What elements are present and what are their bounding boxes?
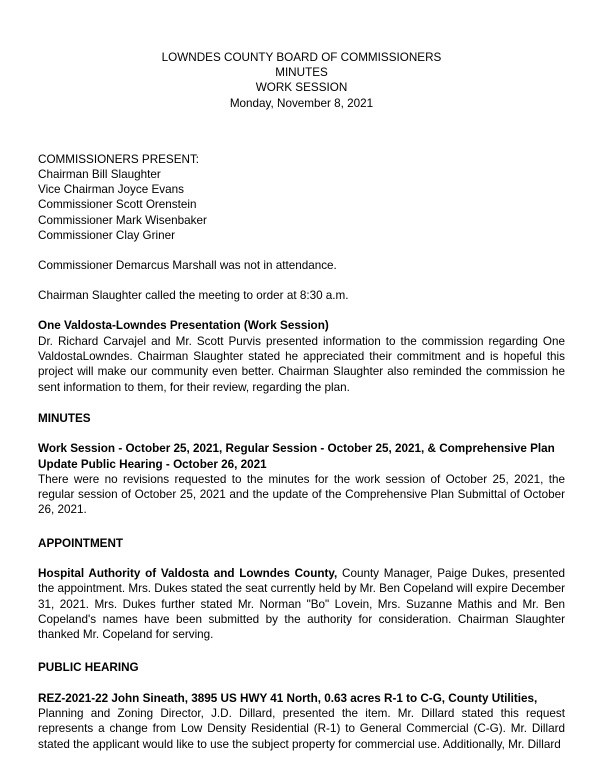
document-header	[38, 0, 565, 111]
section-item-heading: REZ-2021-22 John Sineath, 3895 US HWY 41 North, 0.63 acres R-1 to C-G, County Utilities,	[38, 691, 538, 705]
section-body	[38, 566, 565, 642]
section-item-heading: Work Session - October 25, 2021, Regular Session - October 25, 2021, & Comprehensive Plan Update Public Hearing - October 26, 2021	[38, 442, 555, 471]
spacer	[38, 426, 565, 441]
call-to-order-note: Chairman Slaughter called the meeting to order at 8:30 a.m.	[38, 289, 349, 303]
spacer	[38, 551, 565, 566]
attendance-member: Commissioner Clay Griner	[38, 228, 176, 242]
attendance-member: Commissioner Mark Wisenbaker	[38, 213, 207, 227]
section-item-heading: Hospital Authority of Valdosta and Lowndes County,	[38, 567, 338, 580]
section-body: Dr. Richard Carvajel and Mr. Scott Purvis presented information to the commission regarding One ValdostaLowndes. Chairman Slaughter stated he appreciated their commitment and is hopeful this project will make our community even better. Chairman Slaughter also reminded the commission he sent information to them, for their review, regarding the plan.	[38, 334, 565, 394]
absent-note: Commissioner Demarcus Marshall was not in attendance.	[38, 259, 337, 273]
header-date: Monday, November 8, 2021	[229, 96, 374, 110]
spacer	[38, 395, 565, 411]
spacer	[38, 243, 565, 258]
spacer	[38, 676, 565, 691]
spacer	[38, 273, 565, 288]
attendance-block	[38, 152, 565, 243]
section-heading: One Valdosta-Lowndes Presentation (Work Session)	[38, 319, 329, 333]
section-body: There were no revisions requested to the minutes for the work session of October 25, 2021, the regular session of October 25, 2021 and the update of the Comprehensive Plan Submittal of October 26, 2021.	[38, 472, 565, 517]
document-content	[38, 0, 565, 752]
section-body: Planning and Zoning Director, J.D. Dillard, presented the item. Mr. Dillard stated this request represents a change from Low Density Residential (R-1) to General Commercial (C-G). Mr. Dillard stated the applicant would like to use the subject property for commercial use. Additionally, Mr. Dillard	[38, 707, 565, 751]
section-minutes	[38, 411, 565, 518]
attendance-member: Chairman Bill Slaughter	[38, 168, 161, 182]
spacer	[38, 111, 565, 152]
section-public-hearing	[38, 660, 565, 751]
spacer	[38, 518, 565, 536]
attendance-label: COMMISSIONERS PRESENT:	[38, 152, 200, 166]
section-one-valdosta-lowndes	[38, 318, 565, 394]
section-body-text: County Manager, Paige Dukes, presented the appointment. Mrs. Dukes stated the seat currently held by Mr. Ben Copeland will expire December 31, 2021. Mrs. Dukes further stated Mr. Norman "Bo" Lovein, Mrs. Suzanne Mathis and Mr. Ben Copeland's names have been submitted by the authority for consideration. Chairman Slaughter thanked Mr. Copeland for serving.	[38, 567, 565, 642]
header-doctype: MINUTES	[275, 66, 328, 80]
header-session-type: WORK SESSION	[255, 81, 348, 95]
attendance-member: Commissioner Scott Orenstein	[38, 198, 197, 212]
header-organization: LOWNDES COUNTY BOARD OF COMMISSIONERS	[161, 51, 442, 64]
section-heading: APPOINTMENT	[38, 536, 124, 550]
section-heading: MINUTES	[38, 411, 91, 425]
spacer	[38, 642, 565, 660]
attendance-member: Vice Chairman Joyce Evans	[38, 183, 184, 197]
section-heading: PUBLIC HEARING	[38, 661, 139, 675]
section-appointment	[38, 536, 565, 643]
spacer	[38, 303, 565, 318]
